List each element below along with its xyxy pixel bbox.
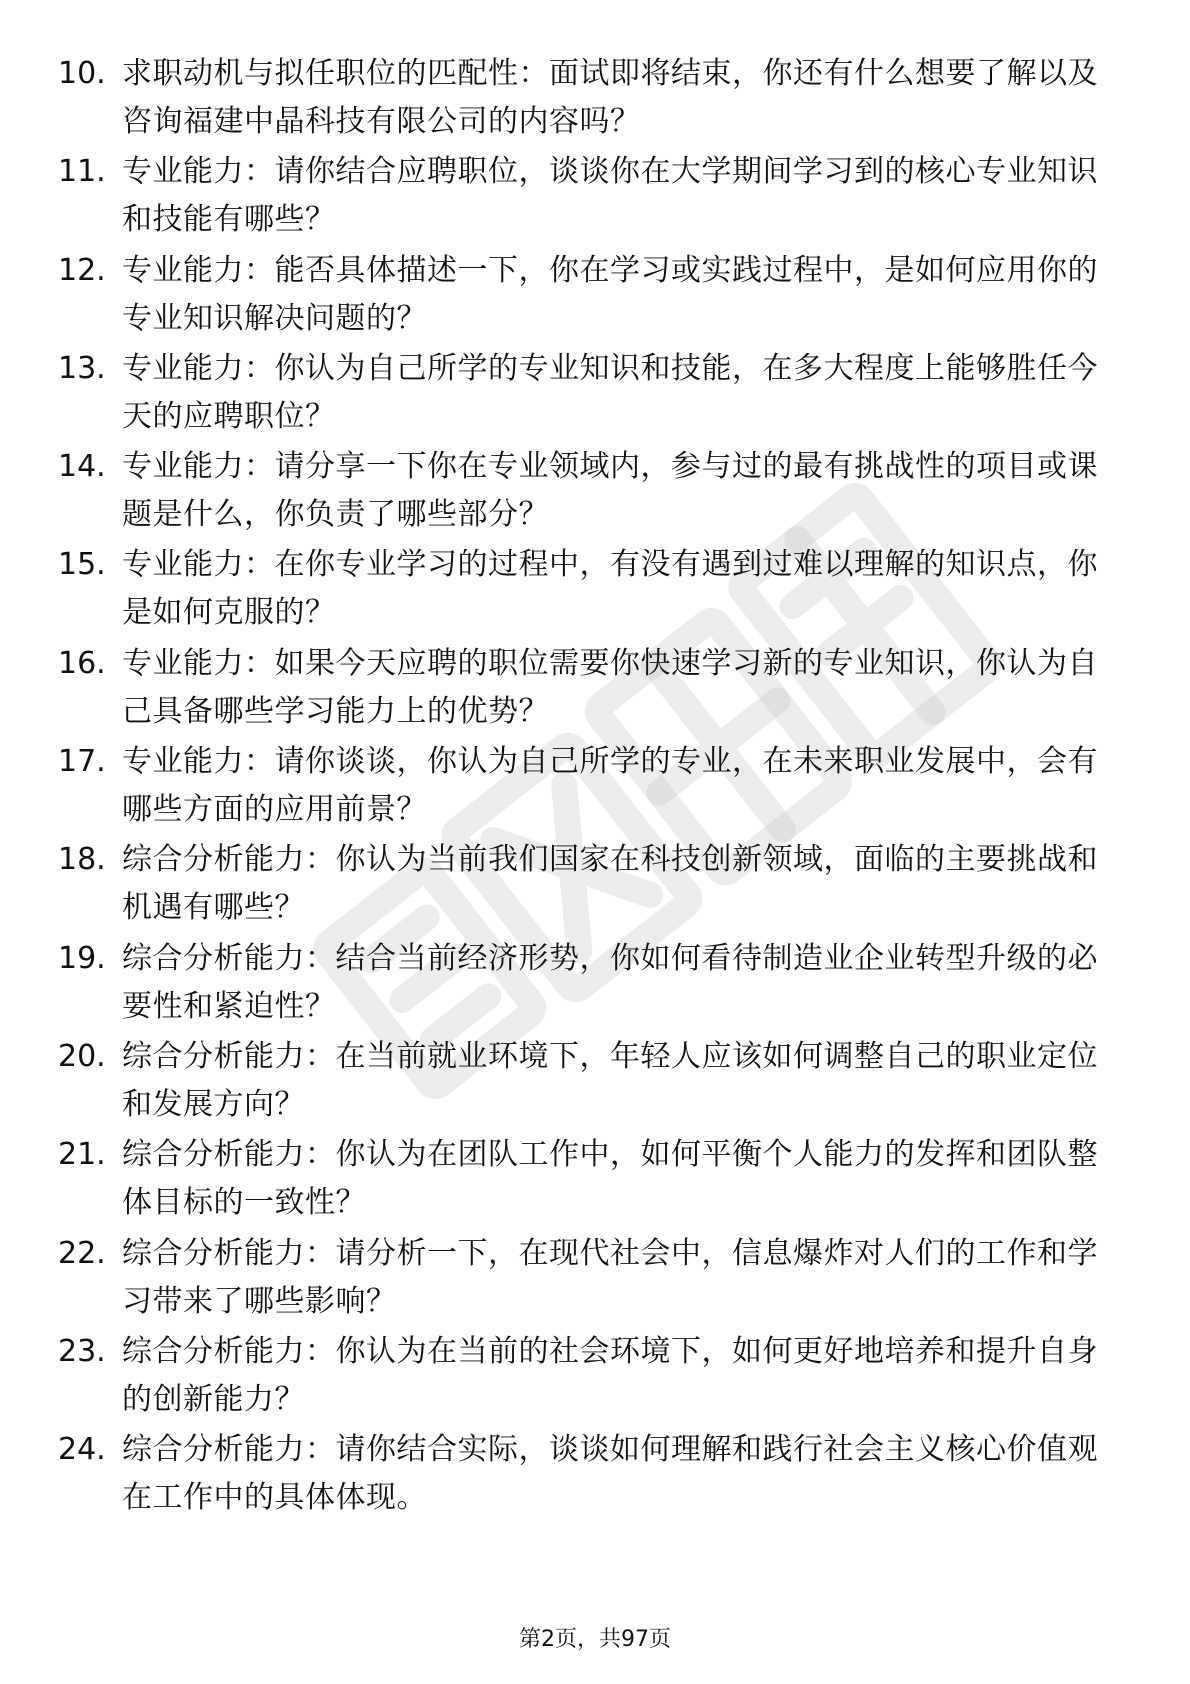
question-number: 21.: [58, 1137, 106, 1173]
question-text: 综合分析能力：你认为当前我们国家在科技创新领域，面临的主要挑战和机遇有哪些？: [122, 842, 1098, 926]
question-item: [58, 247, 1128, 345]
question-item: [58, 1230, 1128, 1328]
question-number: 18.: [58, 842, 106, 878]
question-item: [58, 1131, 1128, 1229]
question-text: 综合分析能力：在当前就业环境下，年轻人应该如何调整自己的职业定位和发展方向？: [122, 1038, 1098, 1122]
question-text: 专业能力：你认为自己所学的专业知识和技能，在多大程度上能够胜任今天的应聘职位？: [122, 350, 1098, 434]
question-item: [58, 50, 1128, 148]
question-item: [58, 640, 1128, 738]
question-text: 专业能力：能否具体描述一下，你在学习或实践过程中，是如何应用你的专业知识解决问题的？: [122, 252, 1098, 336]
question-item: [58, 1426, 1128, 1524]
question-number: 11.: [58, 154, 106, 190]
question-number: 24.: [58, 1432, 106, 1468]
question-item: [58, 1033, 1128, 1131]
question-item: [58, 443, 1128, 541]
question-item: [58, 345, 1128, 443]
question-item: [58, 541, 1128, 639]
page-number-footer: 第2页，共97页: [519, 1627, 671, 1652]
question-item: [58, 148, 1128, 246]
question-number: 20.: [58, 1038, 106, 1074]
question-number: 15.: [58, 547, 106, 583]
question-number: 16.: [58, 645, 106, 681]
question-item: [58, 738, 1128, 836]
question-number: 23.: [58, 1333, 106, 1369]
question-item: [58, 935, 1128, 1033]
question-text: 专业能力：请分享一下你在专业领域内，参与过的最有挑战性的项目或课题是什么，你负责了哪些部分？: [122, 449, 1098, 533]
question-number: 22.: [58, 1235, 106, 1271]
question-text: 专业能力：请你谈谈，你认为自己所学的专业，在未来职业发展中，会有哪些方面的应用前景？: [122, 744, 1098, 828]
question-item: [58, 836, 1128, 934]
question-text: 综合分析能力：你认为在当前的社会环境下，如何更好地培养和提升自身的创新能力？: [122, 1333, 1098, 1417]
question-list: [58, 50, 1128, 1524]
question-text: 专业能力：在你专业学习的过程中，有没有遇到过难以理解的知识点，你是如何克服的？: [122, 547, 1098, 631]
question-number: 17.: [58, 744, 106, 780]
question-text: 综合分析能力：你认为在团队工作中，如何平衡个人能力的发挥和团队整体目标的一致性？: [122, 1137, 1098, 1221]
question-text: 综合分析能力：请你结合实际，谈谈如何理解和践行社会主义核心价值观在工作中的具体体现。: [122, 1432, 1098, 1516]
question-text: 综合分析能力：请分析一下，在现代社会中，信息爆炸对人们的工作和学习带来了哪些影响？: [122, 1235, 1098, 1319]
question-number: 12.: [58, 252, 106, 288]
question-number: 14.: [58, 449, 106, 485]
question-text: 专业能力：请你结合应聘职位，谈谈你在大学期间学习到的核心专业知识和技能有哪些？: [122, 154, 1098, 238]
question-number: 13.: [58, 350, 106, 386]
question-text: 求职动机与拟任职位的匹配性：面试即将结束，你还有什么想要了解以及咨询福建中晶科技有限公司的内容吗？: [122, 56, 1098, 139]
question-number: 19.: [58, 940, 106, 976]
question-text: 专业能力：如果今天应聘的职位需要你快速学习新的专业知识，你认为自己具备哪些学习能力上的优势？: [122, 645, 1098, 729]
question-text: 综合分析能力：结合当前经济形势，你如何看待制造业企业转型升级的必要性和紧迫性？: [122, 940, 1098, 1024]
question-item: [58, 1328, 1128, 1426]
question-number: 10.: [58, 56, 106, 91]
